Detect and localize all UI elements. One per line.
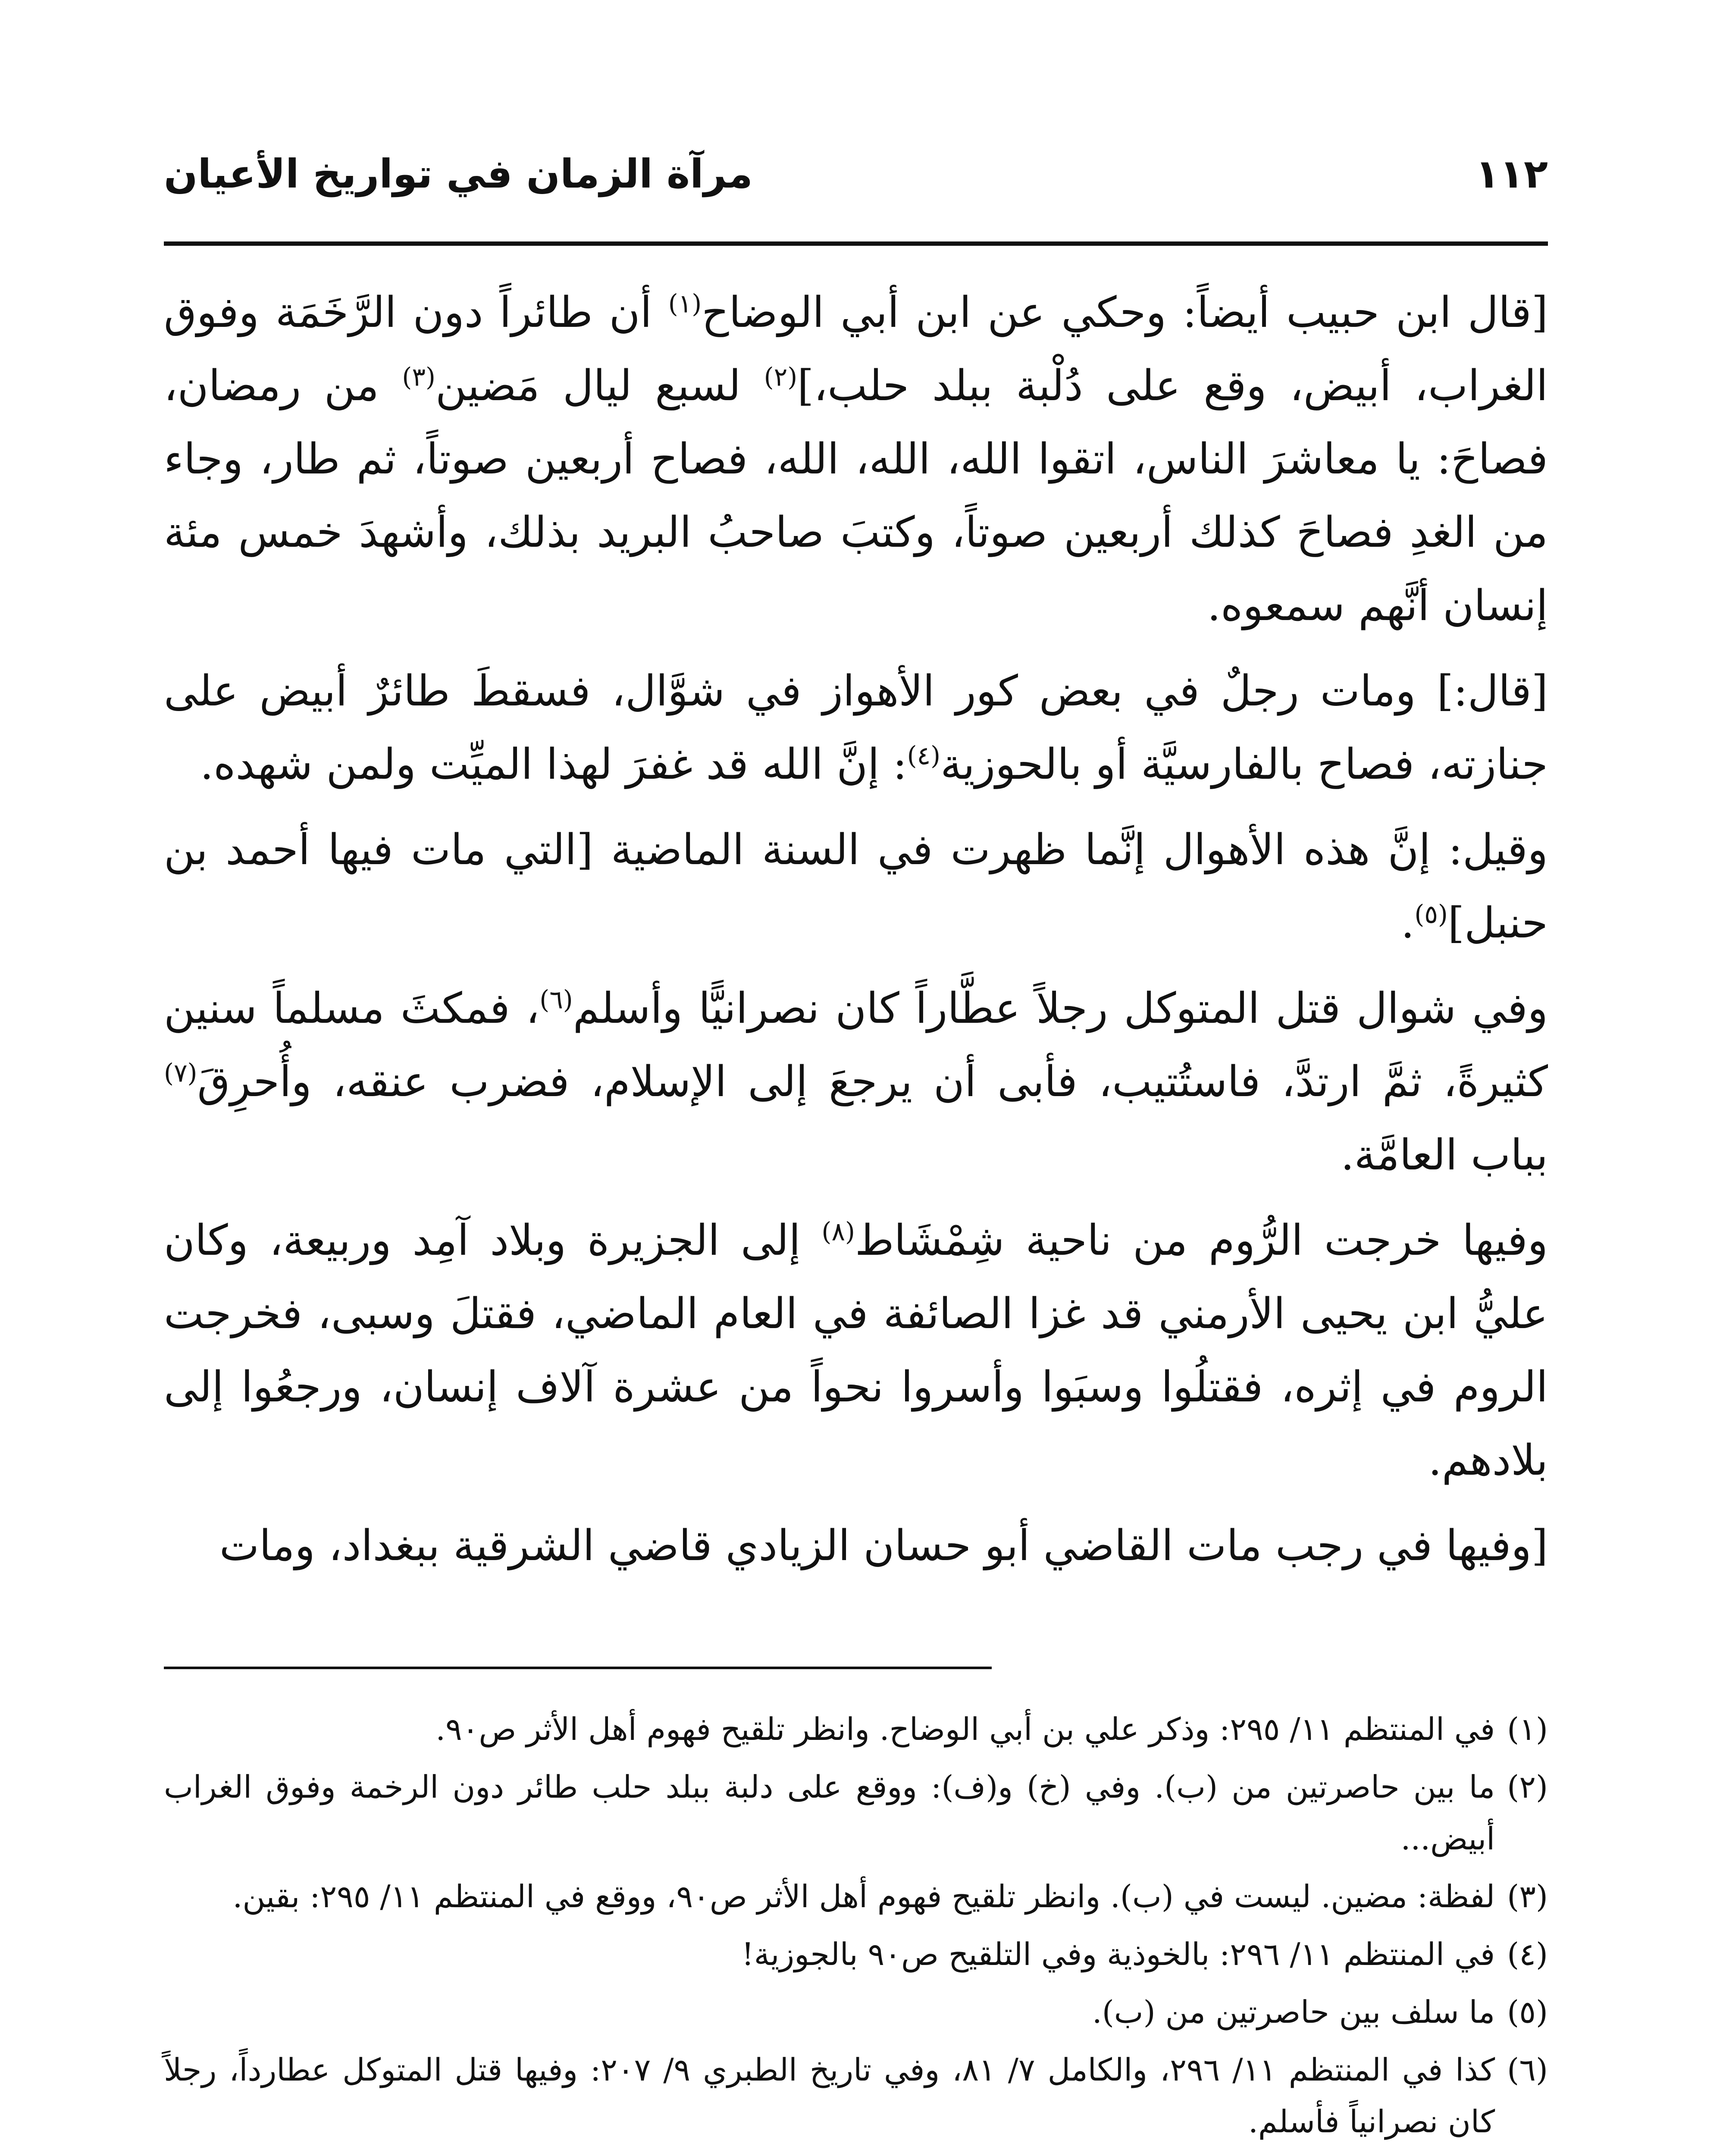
footnote-text — [164, 2153, 1495, 2156]
footnote-text: ما بين حاصرتين من (ب). وفي (خ) و(ف): ووقع على دلبة ببلد حلب طائر دون الرخمة وفوق الغراب أبيض... — [164, 1769, 1495, 1857]
footnote-text: في المنتظم ١١/ ٢٩٦: بالخوذية وفي التلقيح ص٩٠ بالجوزية! — [741, 1936, 1495, 1972]
paragraph — [164, 813, 1548, 960]
page-number: ١١٢ — [1475, 151, 1548, 197]
paragraph-text: ، فمكثَ مسلماً سنين كثيرةً، ثمَّ ارتدَّ، فاستُتيب، فأبى أن يرجعَ إلى الإسلام، فضرب عنقه، وأُحرِقَ — [164, 984, 1548, 1106]
paragraph-text: : إنَّ الله قد غفرَ لهذا الميِّت ولمن شهده. — [200, 740, 907, 789]
footnote-marker: (٢) — [764, 362, 798, 392]
paragraph-text: . — [1401, 899, 1415, 948]
footnote — [164, 2153, 1548, 2156]
paragraph-text: أن طائراً دون الرَّخَمَة وفوق الغراب، أبيض، وقع على دُلْبة ببلد حلب،] — [164, 288, 1548, 411]
footnote-marker: (١) — [668, 288, 702, 319]
footnote-text: لفظة: مضين. ليست في (ب). وانظر تلقيح فهوم أهل الأثر ص٩٠، ووقع في المنتظم ١١/ ٢٩٥: بقين. — [232, 1878, 1495, 1915]
paragraph — [164, 1509, 1548, 1583]
footnote — [164, 1703, 1548, 1755]
paragraph — [164, 276, 1548, 642]
paragraph-text: [قال ابن حبيب أيضاً: وحكي عن ابن أبي الوضاح — [702, 288, 1548, 337]
footnote — [164, 1761, 1548, 1865]
footnote-number: (٤) — [1507, 1936, 1548, 1972]
book-page — [164, 0, 1548, 2156]
footnote-number: (٣) — [1507, 1878, 1548, 1915]
paragraph-text: لسبع ليال مَضين — [435, 361, 764, 411]
footnote-text: ما سلف بين حاصرتين من (ب). — [1092, 1994, 1495, 2030]
paragraph-text: [وفيها في رجب مات القاضي أبو حسان الزيادي قاضي الشرقية ببغداد، ومات — [219, 1521, 1548, 1570]
header-rule — [164, 241, 1548, 246]
body-text — [164, 276, 1548, 1595]
paragraph-text: [قال:] ومات رجلٌ في بعض كور الأهواز في شوَّال، فسقطَ طائرٌ أبيض على جنازته، فصاح بالفارسيَّة أو بالحوزية — [164, 667, 1548, 789]
footnote-separator — [164, 1667, 992, 1669]
footnote-marker: (٣) — [402, 362, 435, 392]
running-header — [164, 142, 1548, 216]
footnote-marker: (٨) — [821, 1216, 855, 1247]
footnote-text: في المنتظم ١١/ ٢٩٥: وذكر علي بن أبي الوضاح. وانظر تلقيح فهوم أهل الأثر ص٩٠. — [435, 1711, 1495, 1747]
paragraph-text: وقيل: إنَّ هذه الأهوال إنَّما ظهرت في السنة الماضية [التي مات فيها أحمد بن حنبل] — [164, 825, 1548, 948]
footnote-marker: (٦) — [539, 984, 573, 1015]
paragraph-text: وفي شوال قتل المتوكل رجلاً عطَّاراً كان نصرانيًّا وأسلم — [573, 984, 1548, 1033]
footnotes — [164, 1703, 1548, 2156]
footnote — [164, 2044, 1548, 2147]
footnote-number: (٥) — [1507, 1994, 1548, 2030]
footnote-number: (٢) — [1507, 1769, 1548, 1805]
book-title: مرآة الزمان في تواريخ الأعيان — [164, 151, 753, 197]
paragraph — [164, 1204, 1548, 1497]
paragraph — [164, 972, 1548, 1192]
footnote-number: (٦) — [1507, 2052, 1548, 2088]
footnote-number: (١) — [1507, 1711, 1548, 1747]
footnote-text: كذا في المنتظم ١١/ ٢٩٦، والكامل ٧/ ٨١، وفي تاريخ الطبري ٩/ ٢٠٧: وفيها قتل المتوكل عطارداً، رجلاً كان نصرانياً فأسلم. — [164, 2052, 1495, 2140]
paragraph-text: بباب العامَّة. — [1341, 1131, 1548, 1180]
footnote-marker: (٤) — [907, 740, 941, 771]
footnote-number — [1507, 2153, 1548, 2156]
footnote — [164, 1986, 1548, 2038]
paragraph-text: وفيها خرجت الرُّوم من ناحية شِمْشَاط — [855, 1216, 1548, 1265]
footnote-marker: (٥) — [1414, 899, 1448, 929]
footnote — [164, 1928, 1548, 1980]
paragraph — [164, 655, 1548, 801]
footnote — [164, 1871, 1548, 1922]
paragraph-text: من رمضان، فصاحَ: يا معاشرَ الناس، اتقوا الله، الله، الله، فصاح أربعين صوتاً، ثم طار، وجاء من الغدِ فصاحَ كذلك أربعين صوتاً، وكتبَ صاحبُ البريد بذلك، وأشهدَ خمس مئة إنسان أنَّهم سمعوه. — [164, 361, 1548, 630]
paragraph-text: إلى الجزيرة وبلاد آمِد وربيعة، وكان عليُّ ابن يحيى الأرمني قد غزا الصائفة في العام الماضي، فقتلَ وسبى، فخرجت الروم في إثره، فقتلُوا وسبَوا وأسروا نحواً من عشرة آلاف إنسان، ورجعُوا إلى بلادهم. — [164, 1216, 1548, 1485]
footnote-marker: (٧) — [164, 1058, 197, 1088]
